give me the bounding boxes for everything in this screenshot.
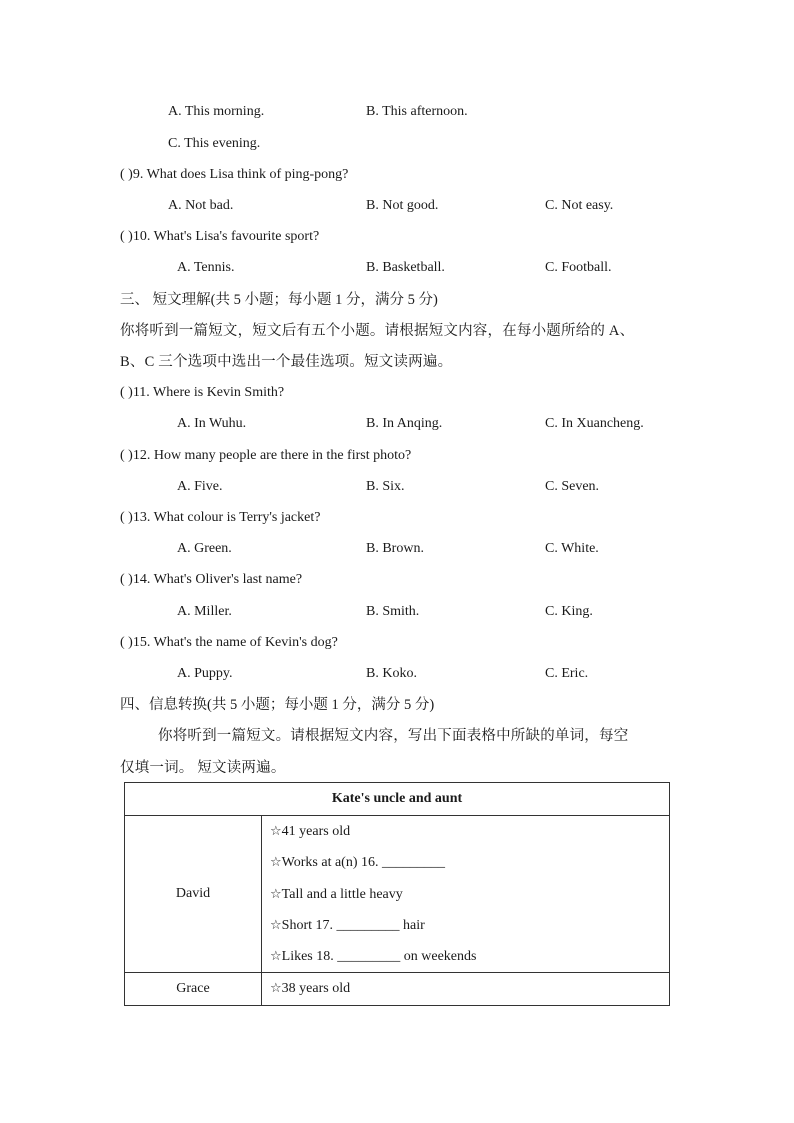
section-3-instruction: 你将听到一篇短文，短文后有五个小题。请根据短文内容，在每小题所给的 A、 [120,323,635,339]
option-c: C. White. [545,541,599,556]
star-icon: ☆ [270,824,282,839]
option-c: C. Seven. [545,479,600,494]
question-text: 9. What does Lisa think of ping-pong? [132,167,349,182]
detail-cell [262,816,670,973]
option-c: C. King. [545,604,593,619]
answer-paren: ( ) [120,167,133,182]
option-c: C. Eric. [545,666,589,681]
question-text: 14. What's Oliver's last name? [132,572,303,587]
star-icon: ☆ [270,855,282,871]
option-a: A. Green. [177,541,232,556]
question-text: 10. What's Lisa's favourite sport? [132,229,320,244]
option-b: B. In Anqing. [366,416,443,431]
option-a: A. Five. [177,479,223,494]
question-13 [120,509,320,527]
answer-paren: ( ) [120,385,133,400]
option-a: A. This morning. [168,104,265,119]
table-row [125,816,670,973]
detail-text: Likes 18. _________ on weekends [281,949,477,965]
option-c: C. Football. [545,260,612,275]
option-b: B. Six. [366,479,405,494]
question-14 [120,571,302,589]
table-row [125,973,670,1005]
option-a: A. Puppy. [177,666,233,681]
section-3-title: 三、 短文理解(共 5 小题；每小题 1 分，满分 5 分) [120,292,438,308]
option-b: B. Not good. [366,198,439,213]
detail-line [270,941,669,972]
star-icon: ☆ [270,886,282,902]
star-icon: ☆ [270,949,282,965]
section-3-instruction: B、C 三个选项中选出一个最佳选项。短文读两遍。 [120,354,453,370]
detail-text: Tall and a little heavy [281,886,403,902]
person-name: Grace [125,973,262,1005]
question-12 [120,447,411,465]
detail-text: 38 years old [281,981,351,997]
detail-cell [262,973,670,1005]
answer-paren: ( ) [120,572,133,587]
answer-paren: ( ) [120,448,133,463]
question-text: 15. What's the name of Kevin's dog? [132,635,338,650]
question-text: 13. What colour is Terry's jacket? [132,510,321,525]
table-title: Kate's uncle and aunt [125,783,670,816]
detail-text: Works at a(n) 16. _________ [281,855,446,871]
question-text: 11. Where is Kevin Smith? [132,385,285,400]
star-icon: ☆ [270,917,282,933]
option-b: B. Smith. [366,604,420,619]
section-4-instruction: 仅填一词。 短文读两遍。 [120,760,286,776]
section-4-instruction: 你将听到一篇短文。请根据短文内容，写出下面表格中所缺的单词，每空 [158,728,629,744]
person-name: David [125,816,262,973]
star-icon: ☆ [270,981,282,997]
question-10 [120,228,319,246]
answer-paren: ( ) [120,635,133,650]
question-text: 12. How many people are there in the first photo? [132,448,412,463]
detail-line [270,973,669,1004]
detail-text: Short 17. _________ hair [281,917,425,933]
question-9 [120,166,348,184]
question-15 [120,634,338,652]
option-a: A. Tennis. [177,260,235,275]
option-c: C. This evening. [168,136,261,151]
option-c: C. Not easy. [545,198,614,213]
option-b: B. Koko. [366,666,417,681]
info-table [124,782,670,1006]
option-b: B. Brown. [366,541,424,556]
option-b: B. Basketball. [366,260,445,275]
question-11 [120,384,284,402]
option-a: A. Not bad. [168,198,234,213]
detail-line [270,816,669,847]
option-c: C. In Xuancheng. [545,416,644,431]
option-a: A. Miller. [177,604,232,619]
option-a: A. In Wuhu. [177,416,247,431]
option-b: B. This afternoon. [366,104,468,119]
detail-line [270,910,669,941]
answer-paren: ( ) [120,510,133,525]
detail-line [270,847,669,878]
answer-paren: ( ) [120,229,133,244]
detail-line [270,879,669,910]
section-4-title: 四、信息转换(共 5 小题；每小题 1 分，满分 5 分) [120,697,435,713]
detail-text: 41 years old [281,824,351,839]
